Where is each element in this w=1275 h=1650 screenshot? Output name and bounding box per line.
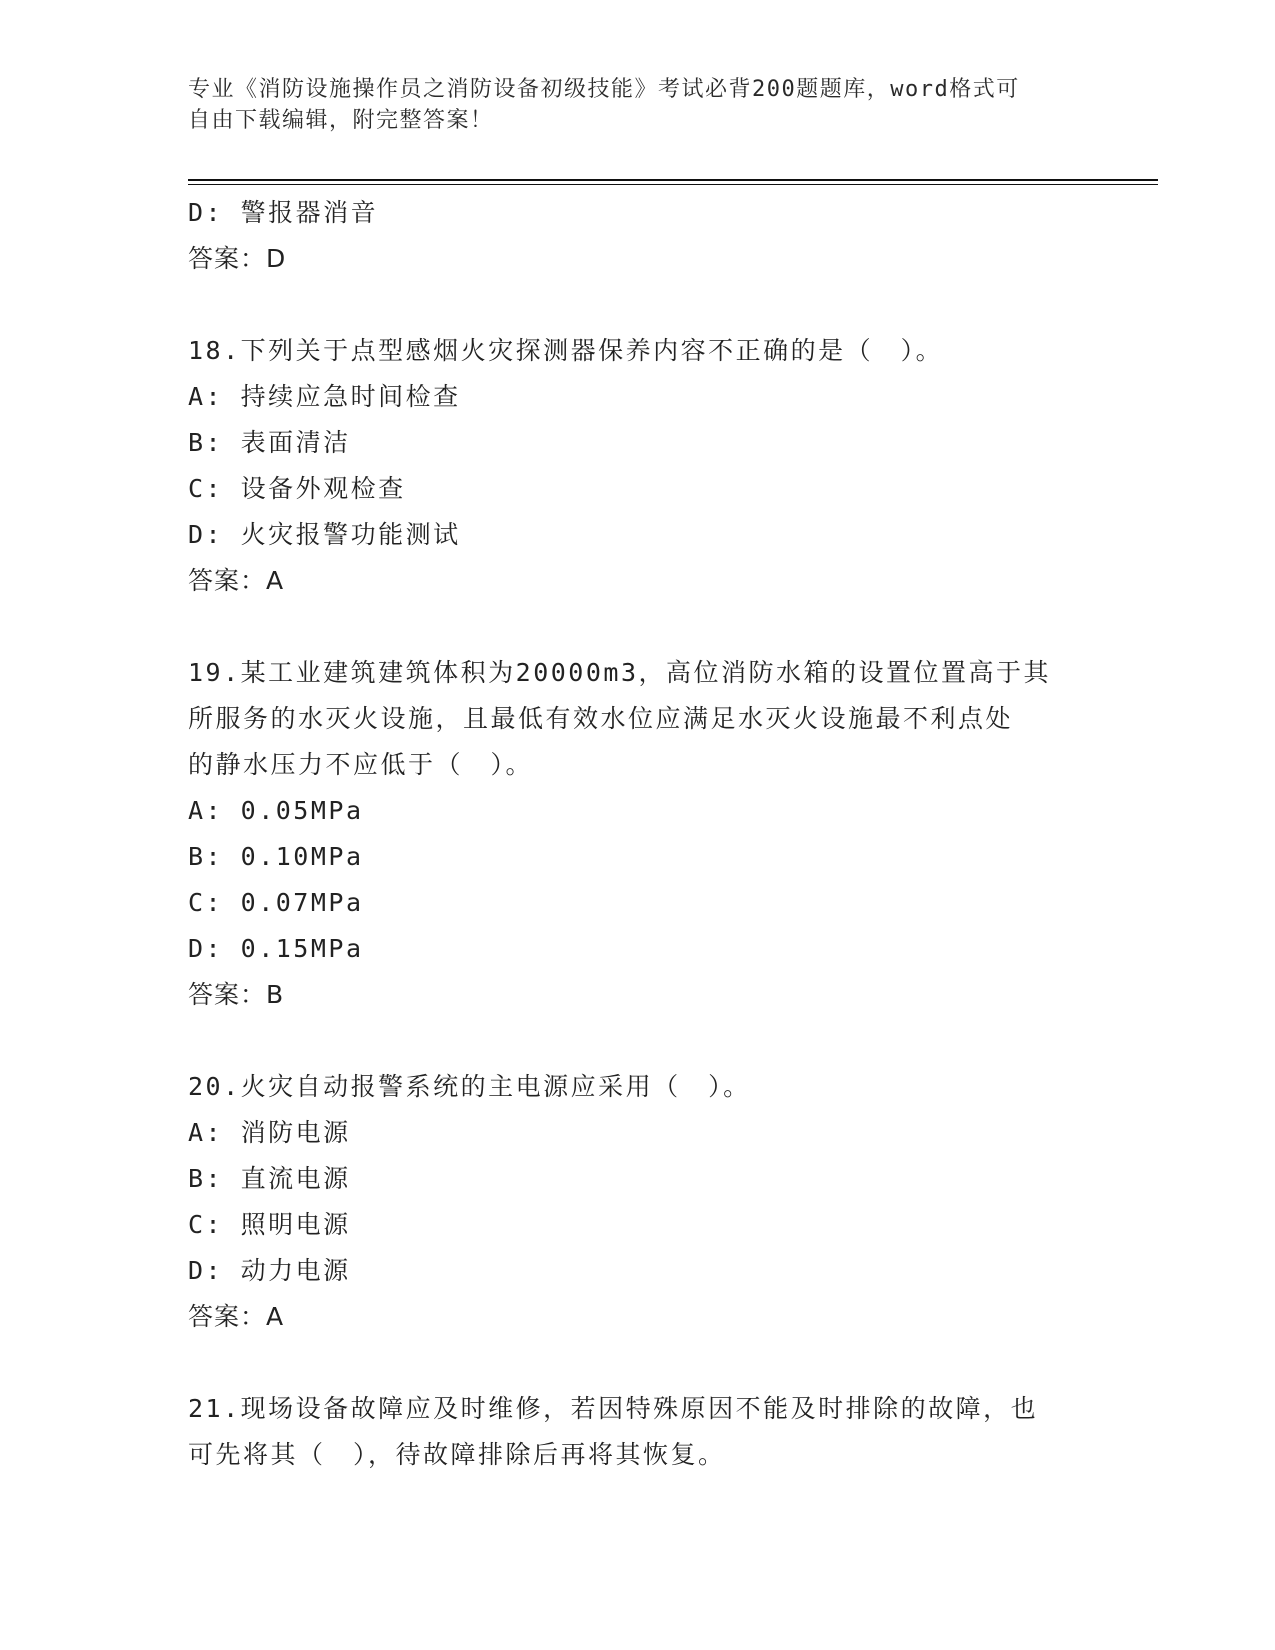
answer-line: 答案：B: [188, 980, 285, 1009]
option-a: A: 0.05MPa: [188, 796, 364, 825]
option-d: D: 0.15MPa: [188, 934, 364, 963]
spacer: [188, 282, 1088, 328]
header-divider-thick: [188, 179, 1158, 181]
question-text-line-1: 21.现场设备故障应及时维修，若因特殊原因不能及时排除的故障，也: [188, 1394, 1039, 1423]
question-block-20: [188, 1064, 1088, 1340]
question-block-18: [188, 328, 1088, 604]
question-text: 18.下列关于点型感烟火灾探测器保养内容不正确的是（ ）。: [188, 336, 944, 365]
answer-line: 答案：A: [188, 566, 285, 595]
option-a: A: 持续应急时间检查: [188, 382, 461, 411]
question-text: 20.火灾自动报警系统的主电源应采用（ ）。: [188, 1072, 751, 1101]
header-line-2: 自由下载编辑，附完整答案！: [188, 108, 494, 133]
option-b: B: 表面清洁: [188, 428, 351, 457]
question-block-21: [188, 1386, 1088, 1478]
option-b: B: 直流电源: [188, 1164, 351, 1193]
option-b: B: 0.10MPa: [188, 842, 364, 871]
question-text-line-2: 可先将其（ ），待故障排除后再将其恢复。: [188, 1440, 726, 1469]
spacer: [188, 1340, 1088, 1386]
option-c: C: 0.07MPa: [188, 888, 364, 917]
option-d: D: 火灾报警功能测试: [188, 520, 461, 549]
option-d: D: 动力电源: [188, 1256, 351, 1285]
question-text-line-1: 19.某工业建筑建筑体积为20000m3，高位消防水箱的设置位置高于其: [188, 658, 1052, 687]
question-block-19: [188, 650, 1088, 1018]
question-text-line-3: 的静水压力不应低于（ ）。: [188, 750, 534, 779]
answer-line: 答案：A: [188, 1302, 285, 1331]
option-c: C: 设备外观检查: [188, 474, 406, 503]
document-header: [188, 74, 1068, 136]
question-text-line-2: 所服务的水灭火设施，且最低有效水位应满足水灭火设施最不利点处: [188, 704, 1014, 733]
option-a: A: 消防电源: [188, 1118, 351, 1147]
spacer: [188, 1018, 1088, 1064]
answer-line: 答案：D: [188, 244, 287, 273]
option-d: D: 警报器消音: [188, 198, 379, 227]
header-divider-thin: [188, 184, 1158, 185]
spacer: [188, 604, 1088, 650]
option-c: C: 照明电源: [188, 1210, 351, 1239]
header-line-1: 专业《消防设施操作员之消防设备初级技能》考试必背200题题库，word格式可: [188, 77, 1020, 102]
document-body: [188, 190, 1088, 1478]
